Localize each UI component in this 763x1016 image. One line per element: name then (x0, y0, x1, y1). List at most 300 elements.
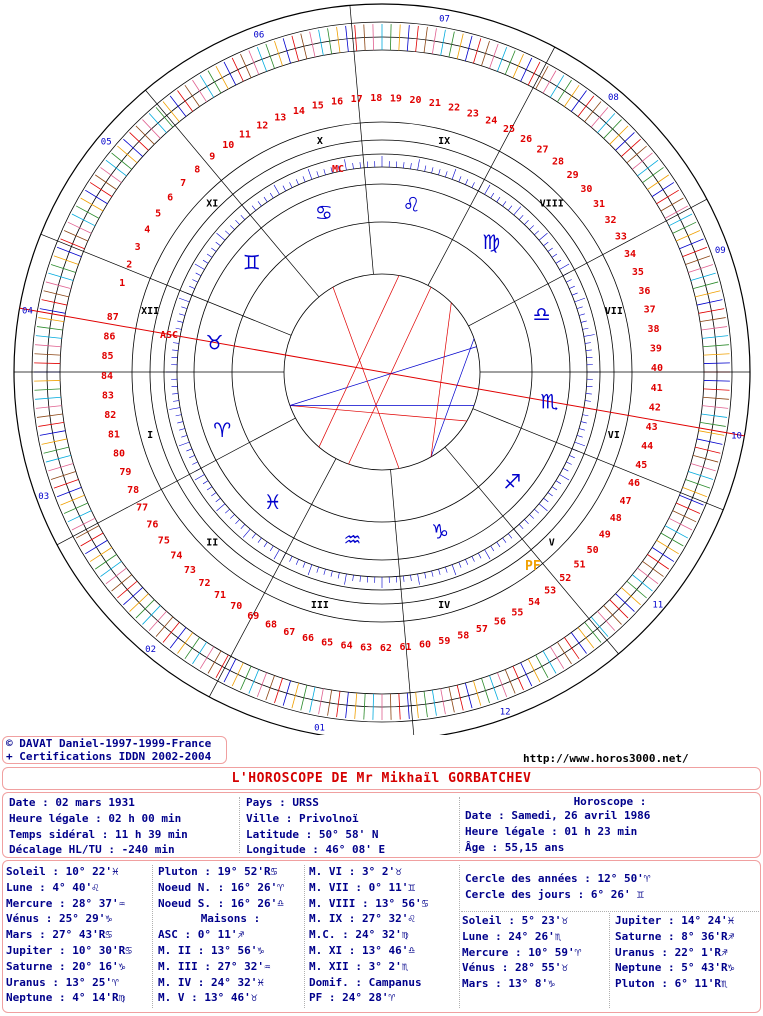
year-tick (208, 71, 221, 94)
age-number: 59 (438, 635, 451, 647)
degree-tick (556, 260, 561, 263)
asc-label: ASC (160, 330, 179, 341)
aspect-line (319, 275, 399, 447)
year-tick (48, 273, 73, 280)
degree-tick (344, 159, 346, 170)
year-tick (85, 190, 107, 204)
sidereal-time: Temps sidéral : 11 h 39 min (9, 827, 188, 841)
house-number: I (147, 430, 154, 442)
age-number: 78 (127, 485, 140, 497)
house-4: M. IV : 24° 32'♓ (158, 975, 264, 989)
degree-tick (478, 553, 481, 558)
degree-tick (241, 215, 245, 219)
age-number: 15 (311, 100, 324, 112)
year-tick (44, 447, 69, 453)
zodiac-sign-icon: ♊ (242, 250, 261, 275)
year-tick (489, 676, 498, 701)
age-number: 64 (340, 640, 353, 652)
degree-tick (264, 542, 267, 547)
degree-tick (575, 442, 585, 446)
wheel-ring (14, 4, 750, 735)
age-number: 24 (485, 115, 498, 127)
year-tick (72, 518, 95, 530)
year-tick (473, 681, 480, 706)
year-tick (665, 526, 688, 538)
age-number: 3 (134, 241, 141, 253)
year-tick (465, 683, 472, 708)
copyright-line-2: + Certifications IDDN 2002-2004 (6, 750, 212, 763)
transit-pluto: Pluton : 6° 11'R♏ (615, 977, 728, 991)
house-mc: M.C. : 24° 32'♍ (309, 928, 409, 942)
degree-tick (235, 220, 239, 224)
age-number: 44 (641, 441, 654, 453)
age-number: 54 (528, 597, 541, 609)
age-number: 53 (544, 585, 557, 597)
year-tick (274, 41, 282, 66)
positions-box (2, 860, 761, 1013)
natal-mars: Mars : 27° 43'R♋ (6, 928, 112, 942)
year-tick (505, 669, 515, 693)
degree-tick (195, 475, 205, 481)
degree-tick (418, 159, 420, 170)
year-tick (465, 36, 472, 61)
age-number: 71 (213, 590, 226, 602)
degree-tick (217, 233, 225, 240)
degree-tick (241, 524, 245, 528)
natal-points-houses (158, 864, 303, 1006)
year-tick (543, 71, 556, 94)
age-number: 26 (520, 133, 533, 145)
degree-tick (432, 167, 433, 173)
sector-number: 10 (731, 431, 742, 442)
degree-tick (502, 201, 506, 206)
year-tick (497, 47, 506, 71)
degree-tick (583, 328, 589, 329)
degree-tick (566, 280, 571, 283)
age-number: 58 (457, 630, 470, 642)
year-tick (457, 34, 463, 59)
year-tick (688, 264, 713, 272)
year-tick (695, 447, 720, 453)
degree-tick (508, 206, 512, 211)
age-number: 11 (238, 129, 251, 141)
year-tick (457, 685, 463, 710)
age-number: 52 (559, 573, 572, 585)
degree-tick (465, 179, 467, 184)
year-tick (673, 222, 696, 233)
year-tick (661, 533, 684, 546)
year-tick (661, 198, 684, 211)
year-tick (200, 647, 214, 669)
degree-tick (529, 225, 533, 229)
sector-number: 12 (499, 707, 511, 718)
degree-tick (216, 242, 221, 246)
age-number: 12 (256, 120, 269, 132)
degree-tick (465, 559, 467, 564)
year-tick (232, 58, 243, 81)
age-number: 17 (350, 94, 363, 106)
degree-tick (491, 193, 494, 198)
year-tick (669, 518, 692, 530)
degree-tick (439, 169, 441, 175)
age-number: 21 (428, 98, 441, 110)
degree-tick (544, 242, 549, 246)
age-number: 23 (466, 108, 479, 120)
copyright-box (2, 736, 227, 764)
website-link[interactable]: http://www.horos3000.net/ (523, 752, 689, 765)
horoscope-heading: Horoscope : (573, 795, 647, 808)
house-12: M. XII : 3° 2'♏ (309, 959, 409, 973)
year-tick (691, 273, 716, 280)
sector-number: 05 (100, 137, 112, 148)
degree-tick (425, 573, 426, 579)
sector-number: 03 (38, 492, 50, 503)
house-9: M. IX : 27° 32'♌ (309, 912, 415, 926)
year-tick (683, 487, 707, 496)
south-node: Noeud S. : 16° 26'♎ (158, 896, 284, 910)
year-tick (301, 34, 307, 59)
age-number: 35 (631, 267, 644, 279)
age-number: 27 (536, 144, 549, 156)
city: Ville : Privolnoï (246, 811, 359, 825)
degree-tick (324, 169, 326, 175)
year-tick (550, 647, 564, 669)
longitude: Longitude : 46° 08' E (246, 843, 386, 857)
age-number: 22 (448, 102, 461, 114)
age-number: 82 (104, 410, 117, 422)
house-asc: ASC : 0° 11'♐ (158, 928, 245, 942)
degree-tick (192, 280, 197, 283)
degree-tick (519, 215, 523, 219)
aspect-line (333, 287, 399, 468)
degree-tick (524, 220, 528, 224)
degree-tick (270, 546, 273, 551)
year-tick (200, 75, 214, 97)
degree-tick (552, 487, 557, 490)
degree-tick (317, 567, 319, 573)
transit-mercury: Mercure : 10° 59'♈ (462, 945, 582, 959)
degree-tick (230, 225, 234, 229)
age-number: 85 (101, 351, 114, 363)
natal-planets (6, 864, 132, 1006)
transit-moon: Lune : 24° 26'♏ (462, 929, 562, 943)
degree-tick (360, 576, 361, 582)
age-number: 62 (379, 642, 392, 654)
year-tick (292, 36, 299, 61)
degree-tick (579, 429, 585, 431)
year-tick (57, 247, 81, 256)
degree-tick (524, 519, 528, 523)
degree-tick (203, 260, 208, 263)
age-number: 80 (112, 448, 126, 460)
degree-tick (502, 538, 506, 543)
degree-tick (270, 193, 273, 198)
age-number: 33 (614, 231, 627, 243)
house-cusp (57, 418, 295, 545)
transit-planets-left (462, 913, 581, 992)
house-5: M. V : 13° 46'♉ (158, 991, 258, 1005)
year-tick (673, 511, 696, 522)
age-number: 30 (580, 183, 593, 195)
degree-tick (225, 231, 229, 235)
year-tick (686, 256, 711, 265)
year-tick (257, 47, 266, 71)
houses-list (309, 864, 428, 1006)
year-tick (704, 380, 730, 381)
year-tick (64, 503, 88, 514)
natal-sun: Soleil : 10° 22'♓ (6, 865, 119, 878)
degree-tick (177, 422, 183, 423)
pf-label: PF (525, 559, 541, 574)
age-number: 19 (389, 93, 402, 105)
degree-tick (403, 162, 404, 168)
age-number: 29 (566, 169, 579, 181)
degree-tick (353, 575, 354, 581)
age-number: 69 (247, 611, 260, 623)
year-tick (657, 540, 679, 554)
degree-tick (211, 492, 216, 496)
age-number: 86 (103, 331, 116, 343)
degree-tick (179, 314, 185, 316)
sector-number: 08 (607, 93, 619, 104)
degree-tick (425, 166, 426, 172)
degree-tick (548, 492, 553, 496)
year-tick (505, 50, 515, 74)
degree-tick (566, 462, 571, 465)
cycle-years: Cercle des années : 12° 50'♈ (465, 872, 651, 885)
mc-label: MC (332, 164, 345, 175)
age-number: 42 (648, 402, 661, 414)
year-tick (249, 669, 259, 693)
age-number: 70 (230, 601, 243, 613)
degree-tick (519, 524, 523, 528)
year-tick (72, 214, 95, 226)
transit-uranus: Uranus : 22° 1'R♐ (615, 945, 728, 959)
zodiac-sign-icon: ♍ (482, 229, 501, 254)
page-title: L'HOROSCOPE DE Mr Mikhaïl GORBATCHEV (2, 767, 761, 790)
degree-tick (296, 559, 298, 564)
year-tick (390, 24, 391, 50)
year-tick (283, 38, 290, 63)
degree-tick (563, 468, 568, 471)
degree-tick (577, 435, 583, 437)
natal-neptune: Neptune : 4° 14'R♍ (6, 991, 126, 1005)
degree-tick (539, 233, 547, 240)
degree-tick (556, 481, 561, 484)
degree-tick (403, 576, 404, 582)
degree-tick (203, 481, 208, 484)
degree-tick (569, 286, 574, 288)
degree-tick (581, 422, 587, 423)
house-number: XI (206, 198, 219, 210)
year-tick (676, 230, 700, 241)
age-number: 73 (183, 564, 196, 576)
year-tick (48, 463, 73, 470)
house-number: IV (438, 599, 451, 611)
degree-tick (452, 169, 456, 179)
year-tick (60, 495, 84, 505)
degree-tick (534, 509, 538, 513)
age-number: 81 (107, 429, 120, 441)
age-number: 76 (146, 519, 159, 531)
aspect-line (290, 347, 477, 406)
degree-tick (189, 286, 194, 288)
transit-mars: Mars : 13° 8'♑ (462, 977, 555, 991)
degree-tick (411, 163, 412, 169)
house-number: III (310, 599, 329, 611)
zodiac-sign-icon: ♋ (314, 200, 333, 225)
year-tick (54, 256, 79, 265)
degree-tick (432, 571, 433, 577)
degree-tick (179, 298, 189, 302)
year-tick (76, 526, 99, 538)
natal-pluto: Pluton : 19° 52'R♋ (158, 865, 278, 878)
age-number: 20 (409, 95, 422, 107)
year-tick (695, 291, 720, 297)
degree-tick (472, 556, 475, 561)
age-number: 46 (627, 478, 641, 490)
house-number: VIII (539, 198, 564, 210)
zodiac-sign-icon: ♌ (402, 192, 421, 217)
transit-venus: Vénus : 28° 55'♉ (462, 961, 568, 975)
age-number: 83 (101, 390, 114, 402)
age-number: 67 (283, 626, 296, 638)
year-tick (528, 659, 540, 682)
year-tick (543, 651, 556, 674)
year-tick (292, 683, 299, 708)
degree-tick (497, 197, 500, 202)
year-tick (657, 190, 679, 204)
degree-tick (583, 415, 589, 416)
year-tick (693, 455, 718, 462)
degree-tick (216, 498, 221, 502)
year-tick (688, 472, 713, 480)
year-tick (473, 38, 480, 63)
degree-tick (207, 487, 212, 490)
degree-tick (485, 550, 491, 560)
year-tick (224, 659, 236, 682)
year-tick (46, 455, 71, 462)
age-number: 43 (645, 421, 658, 433)
degree-tick (508, 534, 512, 539)
copyright-line-1: © DAVAT Daniel-1997-1999-France (6, 737, 212, 750)
degree-tick (579, 314, 585, 316)
degree-tick (324, 569, 326, 575)
age-number: 38 (647, 324, 660, 336)
degree-tick (459, 176, 461, 182)
year-tick (536, 66, 548, 89)
degree-tick (581, 321, 587, 322)
age-number: 47 (619, 495, 632, 507)
year-tick (46, 282, 71, 289)
aspect-line (431, 338, 474, 456)
degree-tick (186, 449, 192, 451)
zodiac-sign-icon: ♐ (503, 469, 522, 494)
degree-tick (235, 519, 239, 523)
degree-tick (577, 307, 583, 309)
age-number: 41 (650, 382, 663, 394)
degree-tick (172, 393, 178, 394)
degree-tick (195, 264, 205, 270)
age-number: 49 (598, 529, 611, 541)
natal-uranus: Uranus : 13° 25'♈ (6, 975, 119, 989)
house-3: M. III : 27° 32'♒ (158, 959, 271, 973)
year-tick (249, 50, 259, 74)
natal-saturn: Saturne : 20° 16'♑ (6, 959, 126, 973)
sector-number: 09 (714, 245, 726, 256)
degree-tick (584, 334, 595, 336)
zodiac-sign-icon: ♓ (263, 490, 282, 515)
degree-tick (472, 182, 475, 187)
aspect-line (348, 287, 431, 464)
age-number: 2 (126, 259, 133, 271)
degree-tick (586, 350, 592, 351)
zodiac-sign-icon: ♏ (540, 389, 559, 414)
degree-tick (485, 185, 491, 195)
degree-tick (445, 567, 447, 573)
horoscope-time: Heure légale : 01 h 23 min (465, 824, 638, 838)
age-number: 87 (106, 312, 119, 324)
degree-tick (452, 565, 456, 575)
year-tick (283, 681, 290, 706)
degree-tick (529, 514, 533, 518)
degree-tick (308, 169, 312, 179)
house-7: M. VII : 0° 11'♊ (309, 880, 415, 894)
degree-tick (243, 529, 250, 537)
natal-mercury: Mercure : 28° 37'♒ (6, 896, 126, 910)
degree-tick (560, 264, 570, 270)
latitude: Latitude : 50° 58' N (246, 827, 379, 841)
age-number: 14 (292, 105, 305, 117)
degree-tick (177, 321, 183, 322)
degree-tick (192, 462, 197, 465)
degree-tick (411, 575, 412, 581)
year-tick (373, 694, 374, 720)
house-number: V (548, 537, 555, 549)
time-offset: Décalage HL/TU : -240 min (9, 843, 175, 857)
degree-tick (179, 442, 189, 446)
house-8: M. VIII : 13° 56'♋ (309, 896, 429, 910)
sector-number: 04 (22, 306, 33, 317)
aspect-line (431, 303, 451, 457)
age-number: 61 (399, 641, 412, 653)
age-number: 7 (180, 178, 187, 190)
degree-tick (303, 562, 305, 568)
year-tick (54, 479, 79, 488)
year-tick (686, 479, 711, 488)
house-cusp (41, 234, 291, 335)
house-cusp (350, 5, 374, 274)
year-tick (679, 239, 703, 249)
year-tick (665, 206, 688, 218)
north-node: Noeud N. : 16° 26'♈ (158, 880, 284, 894)
degree-tick (290, 182, 293, 187)
transit-neptune: Neptune : 5° 43'R♑ (615, 961, 735, 975)
degree-tick (172, 350, 178, 351)
sector-number: 07 (439, 14, 450, 25)
degree-tick (179, 429, 185, 431)
year-tick (521, 663, 532, 686)
year-tick (513, 666, 524, 690)
year-tick (550, 75, 564, 97)
birth-date: Date : 02 mars 1931 (9, 796, 135, 809)
natal-moon: Lune : 4° 40'♌ (6, 880, 99, 894)
age-number: 79 (119, 466, 132, 478)
house-cusp (469, 199, 707, 326)
age-number: 45 (635, 459, 648, 471)
year-tick (51, 472, 76, 480)
horoscope-date: Date : Samedi, 26 avril 1986 (465, 809, 651, 822)
